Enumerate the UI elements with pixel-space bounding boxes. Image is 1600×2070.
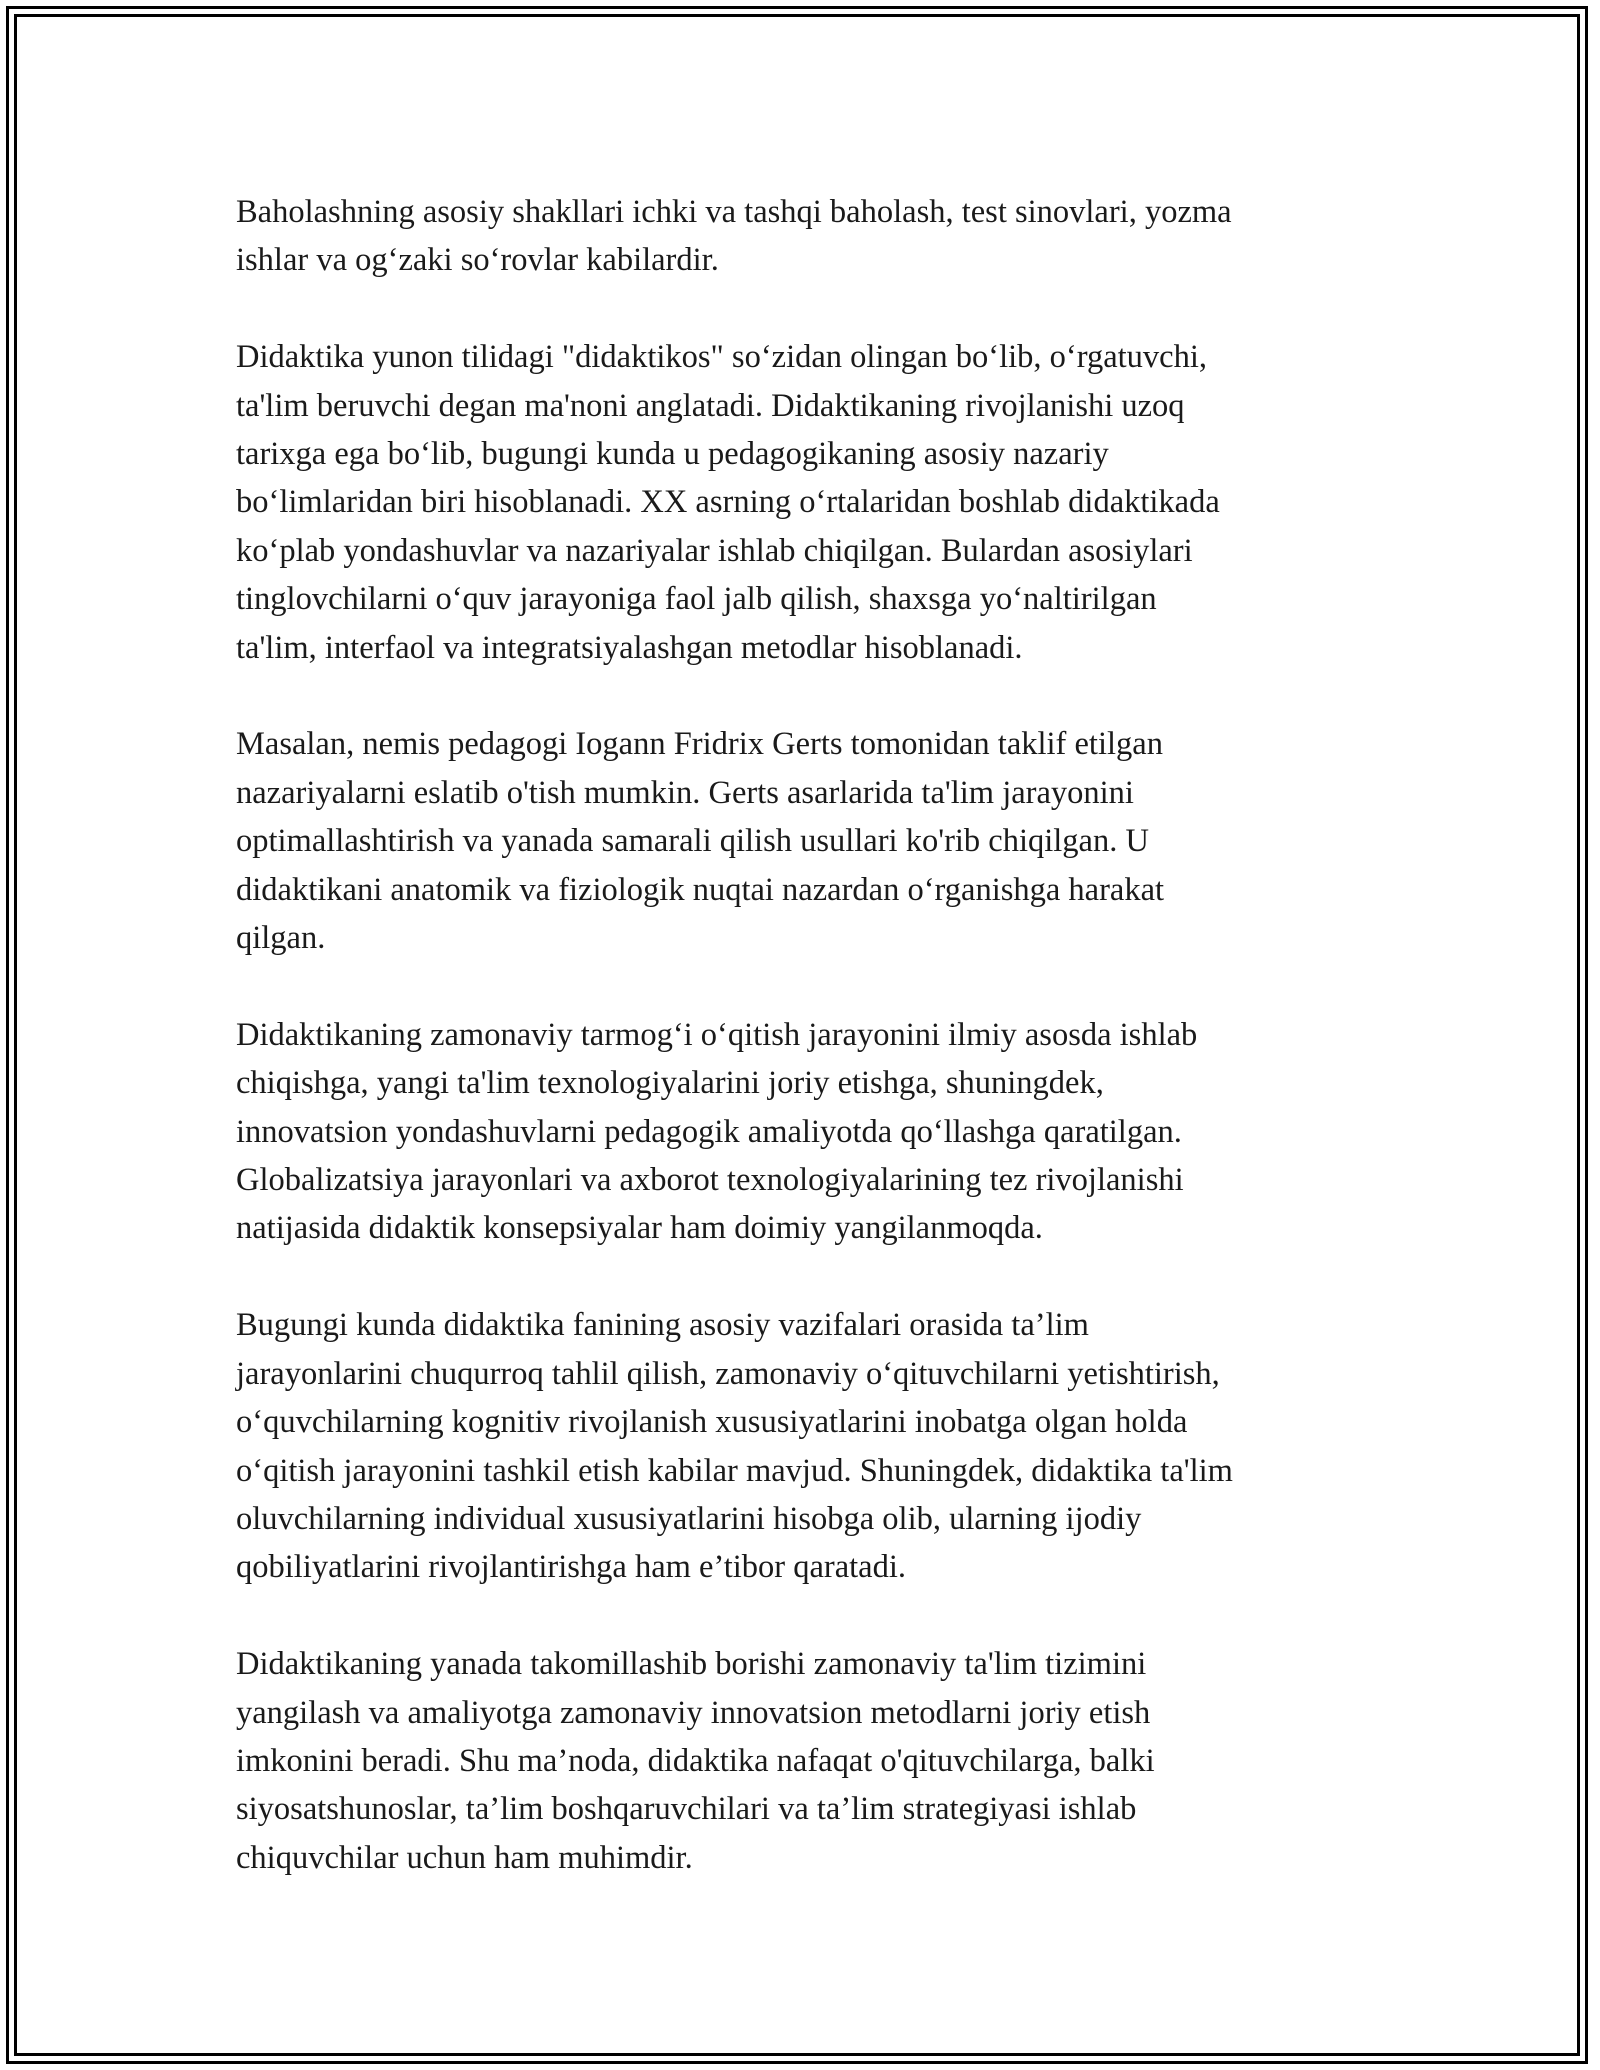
paragraph-didactics-origin: Didaktika yunon tilidagi "didaktikos" so‘zidan olingan bo‘lib, o‘rgatuvchi, ta'lim beruvchi degan ma'noni anglatadi. Didaktikaning rivojlanishi uzoq tarixga ega bo‘lib, bugungi kunda u pedagogikaning asosiy nazariy bo‘limlaridan biri hisoblanadi. XX asrning o‘rtalaridan boshlab didaktikada ko‘plab yondashuvlar va nazariyalar ishlab chiqilgan. Bulardan asosiylari tinglovchilarni o‘quv jarayoniga faol jalb qilish, shaxsga yo‘naltirilgan ta'lim, interfaol va integratsiyalashgan metodlar hisoblanadi.	[236, 339, 1220, 666]
paragraph-didactics-future: Didaktikaning yanada takomillashib borishi zamonaviy ta'lim tizimini yangilash va amaliyotga zamonaviy innovatsion metodlarni joriy etish imkonini beradi. Shu ma’noda, didaktika nafaqat o'qituvchilarga, balki siyosatshunoslar, ta’lim boshqaruvchilari va ta’lim strategiyasi ishlab chiquvchilar uchun ham muhimdir.	[236, 1646, 1155, 1876]
paragraph-gerts-theories: Masalan, nemis pedagogi Iogann Fridrix Gerts tomonidan taklif etilgan nazariyalarni eslatib o'tish mumkin. Gerts asarlarida ta'lim jarayonini optimallashtirish va yanada samarali qilish usullari ko'rib chiqilgan. U didaktikani anatomik va fiziologik nuqtai nazardan o‘rganishga harakat qilgan.	[236, 726, 1165, 957]
paragraph-didactics-tasks: Bugungi kunda didaktika fanining asosiy vazifalari orasida ta’lim jarayonlarini chuqurroq tahlil qilish, zamonaviy o‘qituvchilarni yetishtirish, o‘quvchilarning kognitiv rivojlanish xususiyatlarini inobatga olgan holda o‘qitish jarayonini tashkil etish kabilar mavjud. Shuningdek, didaktika ta'lim oluvchilarning individual xususiyatlarini hisobga olib, ularning ijodiy qobiliyatlarini rivojlantirishga ham e’tibor qaratadi.	[236, 1307, 1233, 1586]
paragraph-modern-didactics: Didaktikaning zamonaviy tarmog‘i o‘qitish jarayonini ilmiy asosda ishlab chiqishga, yangi ta'lim texnologiyalarini joriy etishga, shuningdek, innovatsion yondashuvlarni pedagogik amaliyotda qo‘llashga qaratilgan. Globalizatsiya jarayonlari va axborot texnologiyalarining tez rivojlanishi natijasida didaktik konsepsiyalar ham doimiy yangilanmoqda.	[236, 1016, 1198, 1247]
document-body	[236, 188, 1376, 1931]
paragraph-assessment-forms: Baholashning asosiy shakllari ichki va tashqi baholash, test sinovlari, yozma ishlar va og‘zaki so‘rovlar kabilardir.	[236, 194, 1232, 279]
